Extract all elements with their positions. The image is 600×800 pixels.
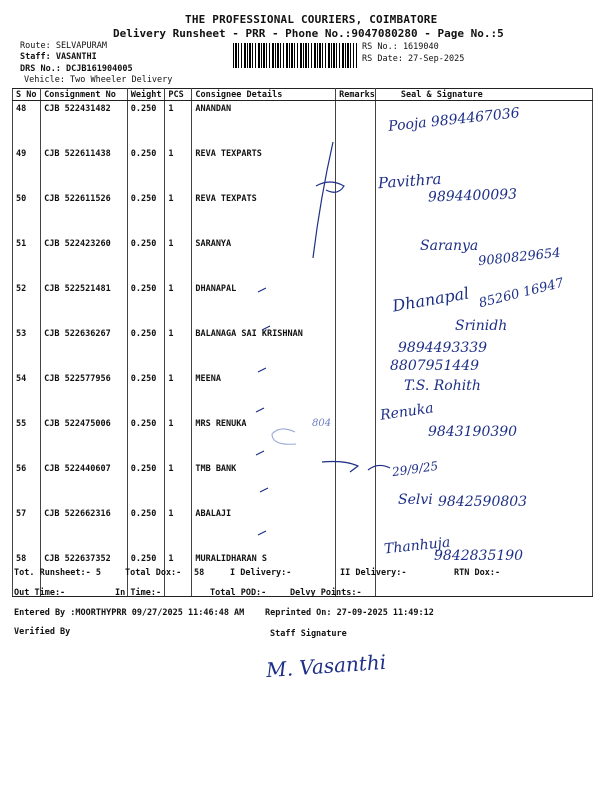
total-dox-label: Total Dox:- bbox=[125, 568, 182, 578]
in-time-label: In Time:- bbox=[115, 588, 162, 598]
col-pcs: PCS bbox=[165, 89, 192, 101]
handwritten-phone: 9843190390 bbox=[428, 424, 518, 440]
cell-consignment: CJB 522577956 bbox=[41, 371, 128, 416]
col-weight: Weight bbox=[127, 89, 165, 101]
cell-consignment: CJB 522521481 bbox=[41, 281, 128, 326]
cell-consignment: CJB 522611526 bbox=[41, 191, 128, 236]
cell-pcs: 1 bbox=[165, 281, 192, 326]
col-consignee: Consignee Details bbox=[192, 89, 336, 101]
cell-consignee: ABALAJI bbox=[192, 506, 336, 551]
cell-weight: 0.250 bbox=[127, 326, 165, 371]
col-signature: Seal & Signature bbox=[375, 89, 592, 101]
cell-weight: 0.250 bbox=[127, 146, 165, 191]
handwritten-phone: 85260 16947 bbox=[477, 275, 566, 312]
cell-weight: 0.250 bbox=[127, 551, 165, 597]
handwritten-signature: T.S. Rohith bbox=[404, 378, 481, 394]
delvy-points-label: Delvy Points:- bbox=[290, 588, 362, 598]
handwritten-signature: Renuka bbox=[379, 400, 435, 424]
handwritten-phone: 8807951449 bbox=[390, 358, 480, 374]
rtn-dox-label: RTN Dox:- bbox=[454, 568, 501, 578]
cell-consignee: ANANDAN bbox=[192, 101, 336, 147]
rs-date: RS Date: 27-Sep-2025 bbox=[362, 54, 465, 64]
handwritten-phone: 9080829654 bbox=[477, 245, 562, 270]
cell-weight: 0.250 bbox=[127, 281, 165, 326]
rs-number: RS No.: 1619040 bbox=[362, 42, 439, 52]
handwritten-signature: Dhanapal bbox=[390, 283, 471, 316]
cell-sno: 58 bbox=[13, 551, 41, 597]
staff-label: Staff: VASANTHI bbox=[20, 52, 97, 62]
cell-pcs: 1 bbox=[165, 416, 192, 461]
cell-consignment: CJB 522662316 bbox=[41, 506, 128, 551]
cell-pcs: 1 bbox=[165, 551, 192, 597]
cell-consignee: REVA TEXPATS bbox=[192, 191, 336, 236]
cell-consignee: MURALIDHARAN S bbox=[192, 551, 336, 597]
cell-consignment: CJB 522475006 bbox=[41, 416, 128, 461]
document-subtitle: Delivery Runsheet - PRR - Phone No.:9047080280 - Page No.:5 bbox=[113, 27, 504, 40]
cell-sno: 53 bbox=[13, 326, 41, 371]
cell-consignee: BALANAGA SAI KRISHNAN bbox=[192, 326, 336, 371]
cell-pcs: 1 bbox=[165, 461, 192, 506]
cell-consignee: MEENA bbox=[192, 371, 336, 416]
i-delivery-label: I Delivery:- bbox=[230, 568, 292, 578]
cell-sno: 51 bbox=[13, 236, 41, 281]
cell-sno: 56 bbox=[13, 461, 41, 506]
cell-pcs: 1 bbox=[165, 371, 192, 416]
cell-pcs: 1 bbox=[165, 326, 192, 371]
cell-sno: 50 bbox=[13, 191, 41, 236]
staff-signature: M. Vasanthi bbox=[265, 649, 387, 683]
ii-delivery-label: II Delivery:- bbox=[340, 568, 407, 578]
cell-consignment: CJB 522636267 bbox=[41, 326, 128, 371]
handwritten-phone: 9842590803 bbox=[438, 494, 528, 510]
cell-consignment: CJB 522611438 bbox=[41, 146, 128, 191]
cell-weight: 0.250 bbox=[127, 506, 165, 551]
handwritten-signature: Saranya bbox=[420, 238, 479, 254]
cell-sno: 49 bbox=[13, 146, 41, 191]
cell-weight: 0.250 bbox=[127, 191, 165, 236]
col-consignment: Consignment No bbox=[41, 89, 128, 101]
vehicle-label: Vehicle: Two Wheeler Delivery bbox=[24, 75, 173, 85]
cell-consignment: CJB 522431482 bbox=[41, 101, 128, 147]
tot-runsheet: Tot. Runsheet:- 5 bbox=[14, 568, 101, 578]
handwritten-signature: Pavithra bbox=[377, 169, 442, 193]
handwritten-signature: Pooja 9894467036 bbox=[387, 105, 521, 135]
cell-weight: 0.250 bbox=[127, 371, 165, 416]
reprinted-on: Reprinted On: 27-09-2025 11:49:12 bbox=[265, 608, 434, 618]
handwritten-phone: 9894493339 bbox=[398, 340, 488, 356]
cell-consignee: MRS RENUKA bbox=[192, 416, 336, 461]
cell-sno: 55 bbox=[13, 416, 41, 461]
handwritten-signature: Selvi bbox=[398, 492, 433, 508]
handwritten-signature: Thanhuja bbox=[383, 534, 452, 558]
cell-consignment: CJB 522440607 bbox=[41, 461, 128, 506]
stamp-mark: 804 bbox=[312, 418, 332, 429]
cell-sno: 52 bbox=[13, 281, 41, 326]
col-remarks: Remarks bbox=[336, 89, 376, 101]
handwritten-phone: 9894400093 bbox=[427, 186, 518, 206]
total-dox-value: 58 bbox=[194, 568, 205, 578]
cell-weight: 0.250 bbox=[127, 416, 165, 461]
cell-consignee: DHANAPAL bbox=[192, 281, 336, 326]
cell-weight: 0.250 bbox=[127, 461, 165, 506]
entered-by: Entered By :MOORTHYPRR 09/27/2025 11:46:48 AM bbox=[14, 608, 245, 618]
cell-pcs: 1 bbox=[165, 101, 192, 147]
cell-pcs: 1 bbox=[165, 191, 192, 236]
cell-weight: 0.250 bbox=[127, 236, 165, 281]
out-time-label: Out Time:- bbox=[14, 588, 66, 598]
handwritten-signature: Srinidh bbox=[455, 318, 508, 334]
route-label: Route: SELVAPURAM bbox=[20, 41, 107, 51]
handwritten-phone: 9842835190 bbox=[434, 548, 524, 564]
cell-pcs: 1 bbox=[165, 146, 192, 191]
total-pod-label: Total POD:- bbox=[210, 588, 267, 598]
cell-pcs: 1 bbox=[165, 506, 192, 551]
cell-sno: 48 bbox=[13, 101, 41, 147]
document-title: THE PROFESSIONAL COURIERS, COIMBATORE bbox=[185, 13, 438, 26]
cell-pcs: 1 bbox=[165, 236, 192, 281]
cell-weight: 0.250 bbox=[127, 101, 165, 147]
staff-signature-label: Staff Signature bbox=[270, 629, 347, 639]
cell-consignee: TMB BANK bbox=[192, 461, 336, 506]
cell-sno: 54 bbox=[13, 371, 41, 416]
cell-consignee: SARANYA bbox=[192, 236, 336, 281]
cell-sno: 57 bbox=[13, 506, 41, 551]
col-sno: S No bbox=[13, 89, 41, 101]
verified-by-label: Verified By bbox=[14, 627, 71, 637]
handwritten-date: 29/9/25 bbox=[391, 458, 440, 480]
drs-number: DRS No.: DCJB161904005 bbox=[20, 64, 133, 74]
cell-consignment: CJB 522423260 bbox=[41, 236, 128, 281]
cell-consignee: REVA TEXPARTS bbox=[192, 146, 336, 191]
cell-consignment: CJB 522637352 bbox=[41, 551, 128, 597]
